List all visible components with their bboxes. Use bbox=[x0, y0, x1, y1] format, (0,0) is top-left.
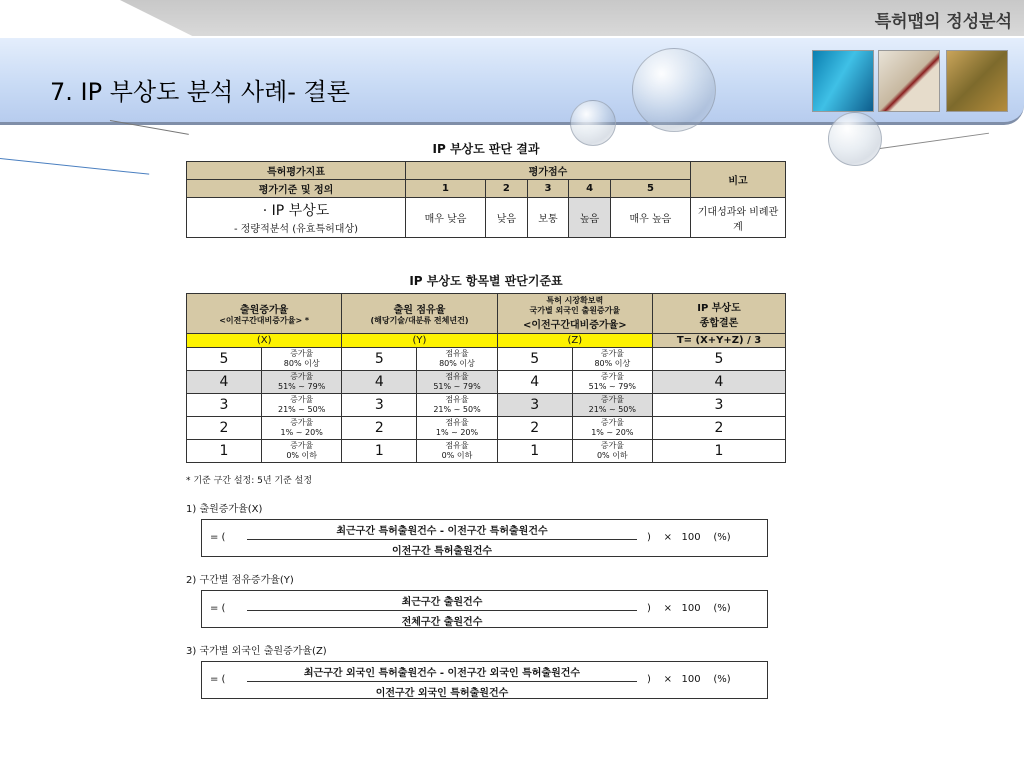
z-range bbox=[572, 371, 652, 394]
x-range bbox=[262, 394, 342, 417]
score-1: 1 bbox=[406, 180, 486, 198]
header-x bbox=[187, 294, 342, 334]
criteria-table bbox=[186, 293, 786, 463]
x-range-label: 증가율 bbox=[290, 418, 314, 427]
score-2: 2 bbox=[486, 180, 528, 198]
formula-prefix: = ( bbox=[210, 532, 226, 543]
y-range-value: 21% ~ 50% bbox=[433, 405, 481, 414]
z-range-label: 증가율 bbox=[600, 418, 624, 427]
formula-tail: ) × 100 (%) bbox=[647, 603, 731, 614]
t-score: 2 bbox=[653, 417, 786, 440]
y-range-label: 점유율 bbox=[445, 418, 469, 427]
z-range-label: 증가율 bbox=[600, 395, 624, 404]
label-y: (Y) bbox=[342, 334, 497, 348]
y-score: 3 bbox=[342, 394, 417, 417]
y-range bbox=[417, 348, 497, 371]
formula-tail: ) × 100 (%) bbox=[647, 532, 731, 543]
header-z-title: 특허 시장확보력 bbox=[546, 296, 604, 305]
formula-label-z: 3) 국가별 외국인 출원증가율(Z) bbox=[186, 646, 327, 657]
period-note: * 기준 구간 설정: 5년 기준 설정 bbox=[186, 476, 313, 486]
formula-label-x: 1) 출원증가율(X) bbox=[186, 504, 263, 515]
y-range bbox=[417, 440, 497, 463]
score-4: 4 bbox=[569, 180, 611, 198]
z-range bbox=[572, 394, 652, 417]
x-range-label: 증가율 bbox=[290, 395, 314, 404]
x-range bbox=[262, 417, 342, 440]
z-range-label: 증가율 bbox=[600, 372, 624, 381]
y-range bbox=[417, 394, 497, 417]
z-score: 4 bbox=[497, 371, 572, 394]
header-y-sub: (해당기술/대분류 전체년건) bbox=[370, 316, 469, 325]
z-range-value: 0% 이하 bbox=[596, 451, 628, 460]
slide-title: 7. IP 부상도 분석 사례- 결론 bbox=[50, 78, 350, 106]
decorative-line bbox=[0, 158, 149, 175]
z-range-value: 51% ~ 79% bbox=[588, 382, 636, 391]
header-result-title: IP 부상도 bbox=[697, 302, 741, 314]
table-row bbox=[187, 440, 786, 463]
header-result bbox=[653, 294, 786, 334]
level-2: 낮음 bbox=[486, 198, 528, 238]
y-range-value: 1% ~ 20% bbox=[435, 428, 479, 437]
formula-tail: ) × 100 (%) bbox=[647, 674, 731, 685]
x-range-label: 증가율 bbox=[290, 441, 314, 450]
z-range-label: 증가율 bbox=[600, 441, 624, 450]
header-result-sub: 종합결론 bbox=[699, 317, 739, 329]
y-range bbox=[417, 371, 497, 394]
x-range-value: 21% ~ 50% bbox=[277, 405, 326, 414]
x-range-label: 증가율 bbox=[290, 349, 314, 358]
table-row bbox=[187, 348, 786, 371]
x-range-value: 1% ~ 20% bbox=[280, 428, 323, 437]
header-remark: 비고 bbox=[691, 162, 786, 198]
formula-t: T= (X+Y+Z) / 3 bbox=[653, 334, 786, 348]
z-score: 5 bbox=[497, 348, 572, 371]
y-range-label: 점유율 bbox=[445, 349, 469, 358]
level-3: 보통 bbox=[527, 198, 569, 238]
z-range-value: 80% 이상 bbox=[594, 359, 631, 368]
formula-box-z bbox=[201, 661, 768, 699]
fraction bbox=[247, 593, 637, 628]
header-y bbox=[342, 294, 497, 334]
y-range-value: 80% 이상 bbox=[439, 359, 475, 368]
photo-thumbnail-plant bbox=[946, 50, 1008, 112]
header-z-sub2: <이전구간대비증가율> bbox=[522, 320, 627, 331]
level-5: 매우 높음 bbox=[610, 198, 690, 238]
result-table bbox=[186, 161, 786, 238]
x-range-label: 증가율 bbox=[290, 372, 314, 381]
t-score: 1 bbox=[653, 440, 786, 463]
y-score: 2 bbox=[342, 417, 417, 440]
x-range-value: 51% ~ 79% bbox=[277, 382, 326, 391]
level-4: 높음 bbox=[569, 198, 611, 238]
deck-title: 특허맵의 정성분석 bbox=[874, 12, 1012, 32]
formula-box-y bbox=[201, 590, 768, 628]
score-5: 5 bbox=[610, 180, 690, 198]
z-score: 3 bbox=[497, 394, 572, 417]
x-score: 2 bbox=[187, 417, 262, 440]
row-subtitle: - 정량적분석 (유효특허대상) bbox=[233, 224, 359, 235]
level-1: 매우 낮음 bbox=[406, 198, 486, 238]
t-score: 3 bbox=[653, 394, 786, 417]
slide-content bbox=[186, 140, 786, 699]
x-range bbox=[262, 440, 342, 463]
table-row bbox=[187, 394, 786, 417]
z-range-value: 1% ~ 20% bbox=[591, 428, 634, 437]
x-score: 5 bbox=[187, 348, 262, 371]
denominator: 이전구간 외국인 특허출원건수 bbox=[375, 688, 509, 699]
z-range bbox=[572, 440, 652, 463]
header-y-title: 출원 점유율 bbox=[393, 305, 446, 316]
z-range bbox=[572, 348, 652, 371]
numerator: 최근구간 특허출원건수 - 이전구간 특허출원건수 bbox=[247, 522, 637, 540]
label-x: (X) bbox=[187, 334, 342, 348]
table1-caption: IP 부상도 판단 결과 bbox=[432, 142, 540, 156]
y-range bbox=[417, 417, 497, 440]
table-row bbox=[187, 417, 786, 440]
y-range-label: 점유율 bbox=[445, 395, 469, 404]
x-score: 1 bbox=[187, 440, 262, 463]
x-range bbox=[262, 348, 342, 371]
x-range-value: 80% 이상 bbox=[283, 359, 320, 368]
row-title: · IP 부상도 bbox=[262, 203, 330, 219]
z-range bbox=[572, 417, 652, 440]
table2-caption: IP 부상도 항목별 판단기준표 bbox=[409, 274, 563, 288]
formula-prefix: = ( bbox=[210, 674, 226, 685]
header-z bbox=[497, 294, 652, 334]
y-range-label: 점유율 bbox=[445, 441, 469, 450]
y-range-value: 51% ~ 79% bbox=[433, 382, 481, 391]
z-score: 1 bbox=[497, 440, 572, 463]
formula-box-x bbox=[201, 519, 768, 557]
bubble-decoration bbox=[828, 112, 882, 166]
photo-thumbnail-document bbox=[878, 50, 940, 112]
fraction bbox=[247, 664, 637, 699]
header-criteria: 평가기준 및 정의 bbox=[187, 180, 406, 198]
header-x-sub: <이전구간대비증가율> * bbox=[219, 316, 310, 325]
numerator: 최근구간 출원건수 bbox=[247, 593, 637, 611]
header-x-title: 출원증가율 bbox=[240, 305, 289, 316]
formula-prefix: = ( bbox=[210, 603, 226, 614]
z-range-value: 21% ~ 50% bbox=[588, 405, 636, 414]
bubble-decoration bbox=[632, 48, 716, 132]
z-score: 2 bbox=[497, 417, 572, 440]
row-definition bbox=[187, 198, 406, 238]
x-score: 4 bbox=[187, 371, 262, 394]
header-score: 평가점수 bbox=[406, 162, 691, 180]
photo-thumbnail-fabric bbox=[812, 50, 874, 112]
decorative-line bbox=[880, 133, 989, 149]
denominator: 이전구간 특허출원건수 bbox=[391, 546, 493, 557]
header-index: 특허평가지표 bbox=[187, 162, 406, 180]
t-score: 4 bbox=[653, 371, 786, 394]
t-score: 5 bbox=[653, 348, 786, 371]
x-score: 3 bbox=[187, 394, 262, 417]
x-range bbox=[262, 371, 342, 394]
numerator: 최근구간 외국인 특허출원건수 - 이전구간 외국인 특허출원건수 bbox=[247, 664, 637, 682]
y-range-label: 점유율 bbox=[445, 372, 469, 381]
remark-cell: 기대성과와 비례관계 bbox=[691, 198, 786, 238]
y-score: 5 bbox=[342, 348, 417, 371]
table-row bbox=[187, 371, 786, 394]
y-score: 1 bbox=[342, 440, 417, 463]
y-score: 4 bbox=[342, 371, 417, 394]
label-z: (Z) bbox=[497, 334, 652, 348]
y-range-value: 0% 이하 bbox=[441, 451, 473, 460]
fraction bbox=[247, 522, 637, 557]
score-3: 3 bbox=[527, 180, 569, 198]
z-range-label: 증가율 bbox=[600, 349, 624, 358]
formula-label-y: 2) 구간별 점유증가율(Y) bbox=[186, 575, 294, 586]
header-z-sub: 국가별 외국인 출원증가율 bbox=[529, 306, 621, 315]
denominator: 전체구간 출원건수 bbox=[401, 617, 483, 628]
x-range-value: 0% 이하 bbox=[286, 451, 318, 460]
